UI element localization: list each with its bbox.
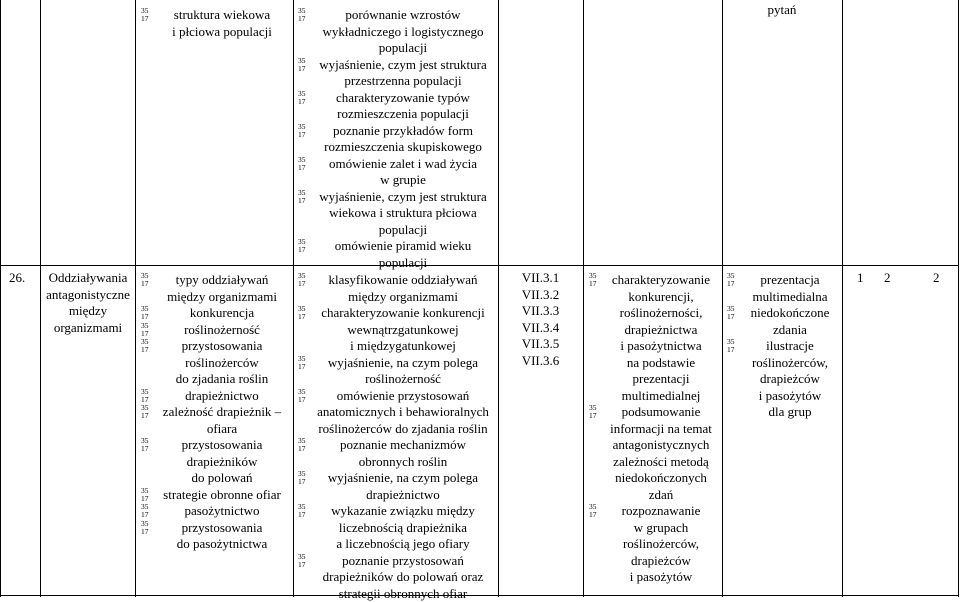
list-item (297, 90, 495, 123)
hours-value: 1 (857, 270, 864, 287)
bullet-icon: 35 17 (297, 470, 311, 486)
list-item-line: między organizmami (311, 289, 495, 306)
row-26-number: 26. (9, 270, 25, 287)
list-item-line: liczebnością drapieżnika (311, 520, 495, 537)
list-item (140, 503, 290, 520)
list-item (297, 388, 495, 438)
list-item (140, 7, 290, 40)
list-item-line: przystosowania (154, 338, 290, 355)
table-border-right (958, 0, 959, 597)
bullet-icon: 35 17 (140, 338, 154, 354)
requirement-code: VII.3.1 (498, 270, 583, 287)
top-row-goals-column (297, 7, 495, 271)
list-item-line: zdania (740, 322, 840, 339)
column-divider-5 (583, 0, 584, 597)
list-item (588, 503, 720, 586)
hours-value: 2 (884, 270, 891, 287)
top-row-col8-text: pytań (722, 2, 842, 19)
list-item-line: charakteryzowanie (602, 272, 720, 289)
list-item-line: populacji (311, 255, 495, 272)
list-item-line: charakteryzowanie konkurencji (311, 305, 495, 322)
column-divider-3 (293, 0, 294, 597)
list-item-line: w grupach (602, 520, 720, 537)
list-item-line: przystosowania (154, 520, 290, 537)
list-item-line: informacji na temat (602, 421, 720, 438)
bullet-icon: 35 17 (297, 355, 311, 371)
list-item-line: wyjaśnienie, na czym polega (311, 355, 495, 372)
list-item-line: i pasożytów (740, 388, 840, 405)
list-item-line: strategie obronne ofiar (154, 487, 290, 504)
list-item-line: a liczebnością jego ofiary (311, 536, 495, 553)
list-item-line: rozmieszczenia skupiskowego (311, 139, 495, 156)
list-item-line: roślinożerność (311, 371, 495, 388)
bullet-icon: 35 17 (140, 305, 154, 321)
list-item-line: na podstawie (602, 355, 720, 372)
list-item-line: wewnątrzgatunkowej (311, 322, 495, 339)
list-item-line: roślinożerców, (740, 355, 840, 372)
list-item-line: niedokończonych (602, 470, 720, 487)
list-item-line: obronnych roślin (311, 454, 495, 471)
bullet-icon: 35 17 (140, 437, 154, 453)
list-item (140, 272, 290, 305)
list-item (297, 305, 495, 355)
list-item-line: ilustracje (740, 338, 840, 355)
list-item-line: drapieżników (154, 454, 290, 471)
list-item-line: konkurencja (154, 305, 290, 322)
list-item (297, 553, 495, 602)
list-item-line: między organizmami (154, 289, 290, 306)
row-26-content-column (140, 272, 290, 553)
bullet-icon: 35 17 (140, 7, 154, 23)
bullet-icon: 35 17 (140, 322, 154, 338)
topic-line: Oddziaływania (41, 270, 135, 287)
list-item (588, 272, 720, 404)
list-item-line: pasożytnictwo (154, 503, 290, 520)
bullet-icon: 35 17 (297, 57, 311, 73)
list-item (297, 156, 495, 189)
list-item-line: drapieżców (602, 553, 720, 570)
list-item-line: klasyfikowanie oddziaływań (311, 272, 495, 289)
list-item-line: rozpoznawanie (602, 503, 720, 520)
requirement-code: VII.3.3 (498, 303, 583, 320)
bullet-icon: 35 17 (140, 404, 154, 420)
list-item-line: roślinożerców, (602, 536, 720, 553)
list-item (297, 238, 495, 271)
list-item (140, 338, 290, 388)
requirement-code: VII.3.5 (498, 336, 583, 353)
column-divider-2 (135, 0, 136, 597)
row-26-methods-column (588, 272, 720, 586)
list-item (297, 123, 495, 156)
bullet-icon: 35 17 (726, 338, 740, 354)
list-item-line: multimedialnej (602, 388, 720, 405)
list-item-line: rozmieszczenia populacji (311, 106, 495, 123)
topic-line: między (41, 303, 135, 320)
list-item (140, 487, 290, 504)
list-item-line: prezentacji (602, 371, 720, 388)
bullet-icon: 35 17 (297, 189, 311, 205)
list-item-line: zależność drapieżnik – (154, 404, 290, 421)
list-item-line: poznanie przykładów form (311, 123, 495, 140)
list-item (726, 338, 840, 421)
bullet-icon: 35 17 (140, 272, 154, 288)
list-item-line: przystosowania (154, 437, 290, 454)
list-item-line: drapieżników do polowań oraz (311, 569, 495, 586)
bullet-icon: 35 17 (297, 388, 311, 404)
bullet-icon: 35 17 (726, 272, 740, 288)
list-item-line: wyjaśnienie, czym jest struktura (311, 57, 495, 74)
requirement-code: VII.3.4 (498, 320, 583, 337)
bullet-icon: 35 17 (297, 272, 311, 288)
list-item-line: charakteryzowanie typów (311, 90, 495, 107)
list-item-line: omówienie przystosowań (311, 388, 495, 405)
list-item-line: wyjaśnienie, czym jest struktura (311, 189, 495, 206)
list-item (297, 470, 495, 503)
bullet-icon: 35 17 (297, 156, 311, 172)
bullet-icon: 35 17 (297, 503, 311, 519)
hours-value: 2 (933, 270, 940, 287)
bullet-icon: 35 17 (297, 305, 311, 321)
list-item (140, 404, 290, 437)
list-item-line: zdań (602, 487, 720, 504)
list-item-line: dla grup (740, 404, 840, 421)
bullet-icon: 35 17 (588, 404, 602, 420)
list-item-line: ofiara (154, 421, 290, 438)
list-item-line: roślinożerności, (602, 305, 720, 322)
list-item-line: struktura wiekowa (154, 7, 290, 24)
column-divider-6 (722, 0, 723, 597)
list-item-line: do zjadania roślin (154, 371, 290, 388)
bullet-icon: 35 17 (297, 7, 311, 23)
list-item-line: roślinożerców (154, 355, 290, 372)
list-item (140, 322, 290, 339)
bullet-icon: 35 17 (297, 437, 311, 453)
top-row-content-column (140, 7, 290, 40)
list-item-line: drapieżnictwa (602, 322, 720, 339)
list-item-line: i płciowa populacji (154, 24, 290, 41)
list-item-line: do pasożytnictwa (154, 536, 290, 553)
list-item-line: i pasożytnictwa (602, 338, 720, 355)
list-item-line: w grupie (311, 172, 495, 189)
list-item-line: wiekowa i struktura płciowa (311, 205, 495, 222)
row-26-goals-column (297, 272, 495, 602)
list-item-line: populacji (311, 40, 495, 57)
list-item (297, 272, 495, 305)
list-item-line: podsumowanie (602, 404, 720, 421)
bullet-icon: 35 17 (588, 503, 602, 519)
bullet-icon: 35 17 (140, 503, 154, 519)
bullet-icon: 35 17 (726, 305, 740, 321)
list-item-line: poznanie mechanizmów (311, 437, 495, 454)
bullet-icon: 35 17 (140, 388, 154, 404)
list-item-line: wyjaśnienie, na czym polega (311, 470, 495, 487)
bullet-icon: 35 17 (140, 487, 154, 503)
list-item-line: prezentacja (740, 272, 840, 289)
row-26-aids-column (726, 272, 840, 421)
bullet-icon: 35 17 (297, 553, 311, 569)
list-item (140, 388, 290, 405)
list-item-line: drapieżnictwo (311, 487, 495, 504)
list-item-line: zależności metodą (602, 454, 720, 471)
list-item (297, 57, 495, 90)
list-item (297, 189, 495, 239)
list-item-line: roślinożerców do zjadania roślin (311, 421, 495, 438)
list-item (140, 305, 290, 322)
list-item-line: anatomicznych i behawioralnych (311, 404, 495, 421)
list-item-line: przestrzenna populacji (311, 73, 495, 90)
row-26-requirements (498, 270, 583, 369)
list-item (726, 305, 840, 338)
list-item (297, 7, 495, 57)
requirement-code: VII.3.6 (498, 353, 583, 370)
list-item (588, 404, 720, 503)
list-item-line: konkurencji, (602, 289, 720, 306)
bullet-icon: 35 17 (297, 238, 311, 254)
list-item-line: drapieżców (740, 371, 840, 388)
topic-line: organizmami (41, 320, 135, 337)
list-item-line: niedokończone (740, 305, 840, 322)
list-item-line: i pasożytów (602, 569, 720, 586)
bullet-icon: 35 17 (297, 90, 311, 106)
list-item-line: omówienie zalet i wad życia (311, 156, 495, 173)
list-item-line: poznanie przystosowań (311, 553, 495, 570)
bullet-icon: 35 17 (140, 520, 154, 536)
list-item-line: i międzygatunkowej (311, 338, 495, 355)
column-divider-7 (842, 0, 843, 597)
list-item (297, 355, 495, 388)
list-item-line: strategii obronnych ofiar (311, 586, 495, 602)
list-item-line: typy oddziaływań (154, 272, 290, 289)
list-item (297, 437, 495, 470)
bullet-icon: 35 17 (297, 123, 311, 139)
list-item (140, 437, 290, 487)
list-item-line: porównanie wzrostów (311, 7, 495, 24)
list-item (726, 272, 840, 305)
list-item-line: do polowań (154, 470, 290, 487)
topic-line: antagonistyczne (41, 287, 135, 304)
list-item-line: wykładniczego i logistycznego (311, 24, 495, 41)
list-item-line: drapieżnictwo (154, 388, 290, 405)
list-item-line: wykazanie związku między (311, 503, 495, 520)
row-26-topic (41, 270, 135, 336)
list-item-line: populacji (311, 222, 495, 239)
bullet-icon: 35 17 (588, 272, 602, 288)
list-item-line: multimedialna (740, 289, 840, 306)
list-item (140, 520, 290, 553)
list-item (297, 503, 495, 553)
list-item-line: antagonistycznych (602, 437, 720, 454)
list-item-line: roślinożerność (154, 322, 290, 339)
table-border-left (0, 0, 1, 597)
requirement-code: VII.3.2 (498, 287, 583, 304)
list-item-line: omówienie piramid wieku (311, 238, 495, 255)
